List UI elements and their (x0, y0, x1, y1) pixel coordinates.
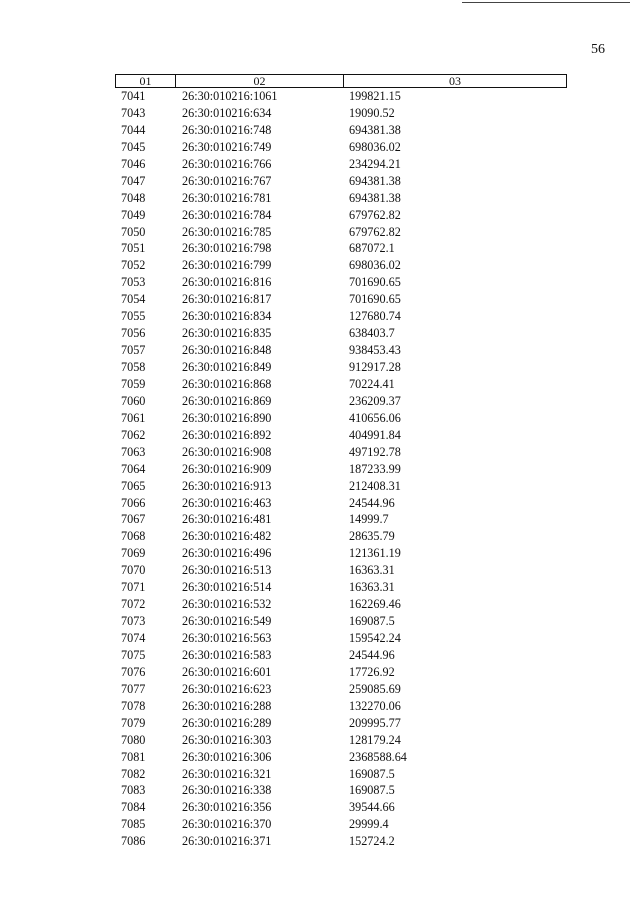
column-header-02: 02 (176, 75, 344, 87)
cell-cadastral-id: 26:30:010216:288 (182, 698, 272, 713)
cell-number: 7053 (121, 275, 146, 290)
table-row (115, 596, 567, 613)
cell-cadastral-id: 26:30:010216:784 (182, 207, 272, 222)
cell-value: 687072.1 (349, 241, 395, 256)
cell-value: 127680.74 (349, 309, 401, 324)
cell-cadastral-id: 26:30:010216:848 (182, 343, 272, 358)
cell-cadastral-id: 26:30:010216:766 (182, 156, 272, 171)
cell-value: 187233.99 (349, 461, 401, 476)
table-row (115, 444, 567, 461)
cell-number: 7067 (121, 512, 146, 527)
cell-cadastral-id: 26:30:010216:289 (182, 715, 272, 730)
cell-cadastral-id: 26:30:010216:513 (182, 563, 272, 578)
cell-number: 7074 (121, 631, 146, 645)
cell-cadastral-id: 26:30:010216:834 (182, 309, 272, 324)
cell-value: 128179.24 (349, 732, 401, 747)
cell-number: 7077 (121, 681, 146, 696)
cell-cadastral-id: 26:30:010216:799 (182, 258, 272, 273)
cell-value: 2368588.64 (349, 749, 407, 764)
cell-cadastral-id: 26:30:010216:869 (182, 393, 272, 408)
column-header-01: 01 (116, 75, 176, 87)
cell-number: 7057 (121, 343, 146, 358)
cell-number: 7081 (121, 749, 146, 764)
cell-cadastral-id: 26:30:010216:583 (182, 647, 272, 662)
cell-cadastral-id: 26:30:010216:514 (182, 580, 272, 595)
cell-value: 169087.5 (349, 783, 395, 798)
cell-number: 7055 (121, 309, 146, 324)
cell-number: 7075 (121, 647, 146, 662)
table-row (115, 105, 567, 122)
cell-number: 7050 (121, 224, 146, 239)
cell-value: 694381.38 (349, 190, 401, 205)
cell-cadastral-id: 26:30:010216:749 (182, 139, 272, 154)
cell-value: 152724.2 (349, 834, 395, 849)
cell-cadastral-id: 26:30:010216:321 (182, 766, 272, 781)
data-table (115, 74, 567, 850)
cell-cadastral-id: 26:30:010216:816 (182, 275, 272, 290)
cell-value: 162269.46 (349, 597, 401, 612)
cell-number: 7076 (121, 664, 146, 679)
cell-cadastral-id: 26:30:010216:767 (182, 173, 272, 188)
cell-value: 159542.24 (349, 631, 401, 645)
cell-number: 7048 (121, 190, 146, 205)
table-row (115, 461, 567, 478)
cell-number: 7085 (121, 817, 146, 832)
cell-value: 410656.06 (349, 410, 401, 425)
cell-cadastral-id: 26:30:010216:849 (182, 360, 272, 374)
cell-number: 7069 (121, 546, 146, 561)
cell-number: 7052 (121, 258, 146, 273)
cell-value: 16363.31 (349, 580, 395, 595)
table-row (115, 562, 567, 579)
table-row (115, 156, 567, 173)
cell-number: 7078 (121, 698, 146, 713)
table-row (115, 528, 567, 545)
cell-value: 19090.52 (349, 105, 395, 120)
table-row (115, 630, 567, 647)
cell-value: 701690.65 (349, 292, 401, 307)
table-row (115, 257, 567, 274)
cell-value: 679762.82 (349, 207, 401, 222)
cell-cadastral-id: 26:30:010216:371 (182, 834, 272, 849)
table-row (115, 681, 567, 698)
cell-cadastral-id: 26:30:010216:306 (182, 749, 272, 764)
table-row (115, 833, 567, 850)
table-row (115, 190, 567, 207)
cell-value: 638403.7 (349, 326, 395, 341)
cell-number: 7073 (121, 614, 146, 629)
cell-value: 404991.84 (349, 427, 401, 442)
cell-value: 24544.96 (349, 495, 395, 510)
cell-cadastral-id: 26:30:010216:496 (182, 546, 272, 561)
cell-value: 701690.65 (349, 275, 401, 290)
cell-cadastral-id: 26:30:010216:532 (182, 597, 272, 612)
table-row (115, 579, 567, 596)
table-row (115, 664, 567, 681)
table-row (115, 732, 567, 749)
page-number: 56 (591, 42, 605, 57)
cell-number: 7051 (121, 241, 146, 256)
cell-cadastral-id: 26:30:010216:549 (182, 614, 272, 629)
table-body (115, 88, 567, 850)
table-row (115, 698, 567, 715)
cell-value: 17726.92 (349, 664, 395, 679)
cell-value: 912917.28 (349, 360, 401, 374)
cell-cadastral-id: 26:30:010216:370 (182, 817, 272, 832)
cell-number: 7054 (121, 292, 146, 307)
cell-number: 7061 (121, 410, 146, 425)
cell-number: 7045 (121, 139, 146, 154)
cell-cadastral-id: 26:30:010216:563 (182, 631, 272, 645)
table-row (115, 359, 567, 376)
cell-cadastral-id: 26:30:010216:303 (182, 732, 272, 747)
cell-number: 7059 (121, 376, 146, 391)
cell-value: 698036.02 (349, 139, 401, 154)
column-header-03: 03 (449, 74, 461, 88)
cell-number: 7049 (121, 207, 146, 222)
cell-value: 169087.5 (349, 614, 395, 629)
cell-number: 7080 (121, 732, 146, 747)
table-row (115, 816, 567, 833)
table-row (115, 325, 567, 342)
cell-value: 212408.31 (349, 478, 401, 493)
cell-cadastral-id: 26:30:010216:338 (182, 783, 272, 798)
cell-cadastral-id: 26:30:010216:1061 (182, 89, 278, 103)
table-row (115, 291, 567, 308)
cell-cadastral-id: 26:30:010216:748 (182, 122, 272, 137)
cell-cadastral-id: 26:30:010216:481 (182, 512, 272, 527)
cell-cadastral-id: 26:30:010216:601 (182, 664, 272, 679)
cell-cadastral-id: 26:30:010216:890 (182, 410, 272, 425)
table-row (115, 240, 567, 257)
cell-cadastral-id: 26:30:010216:634 (182, 105, 272, 120)
table-row (115, 88, 567, 105)
cell-number: 7060 (121, 393, 146, 408)
table-row (115, 495, 567, 512)
cell-number: 7079 (121, 715, 146, 730)
cell-number: 7064 (121, 461, 146, 476)
cell-value: 938453.43 (349, 343, 401, 358)
cell-value: 16363.31 (349, 563, 395, 578)
table-row (115, 393, 567, 410)
table-row (115, 511, 567, 528)
cell-value: 497192.78 (349, 444, 401, 459)
cell-value: 169087.5 (349, 766, 395, 781)
cell-value: 29999.4 (349, 817, 389, 832)
cell-number: 7065 (121, 478, 146, 493)
cell-value: 70224.41 (349, 376, 395, 391)
cell-value: 14999.7 (349, 512, 389, 527)
cell-value: 236209.37 (349, 393, 401, 408)
cell-value: 259085.69 (349, 681, 401, 696)
table-row (115, 410, 567, 427)
cell-number: 7072 (121, 597, 146, 612)
cell-cadastral-id: 26:30:010216:817 (182, 292, 272, 307)
cell-value: 132270.06 (349, 698, 401, 713)
cell-cadastral-id: 26:30:010216:356 (182, 800, 272, 815)
cell-value: 234294.21 (349, 156, 401, 171)
table-row (115, 207, 567, 224)
table-row (115, 274, 567, 291)
cell-number: 7041 (121, 89, 146, 103)
table-row (115, 224, 567, 241)
cell-value: 121361.19 (349, 546, 401, 561)
cell-cadastral-id: 26:30:010216:781 (182, 190, 272, 205)
table-row (115, 478, 567, 495)
cell-value: 28635.79 (349, 529, 395, 544)
cell-value: 679762.82 (349, 224, 401, 239)
cell-cadastral-id: 26:30:010216:785 (182, 224, 272, 239)
cell-cadastral-id: 26:30:010216:909 (182, 461, 272, 476)
cell-cadastral-id: 26:30:010216:798 (182, 241, 272, 256)
cell-number: 7043 (121, 105, 146, 120)
cell-cadastral-id: 26:30:010216:835 (182, 326, 272, 341)
cell-cadastral-id: 26:30:010216:868 (182, 376, 272, 391)
top-rule (462, 2, 630, 3)
cell-value: 694381.38 (349, 122, 401, 137)
cell-number: 7047 (121, 173, 146, 188)
cell-number: 7068 (121, 529, 146, 544)
cell-value: 39544.66 (349, 800, 395, 815)
cell-number: 7046 (121, 156, 146, 171)
table-row (115, 342, 567, 359)
table-row (115, 173, 567, 190)
cell-number: 7056 (121, 326, 146, 341)
cell-number: 7058 (121, 360, 146, 374)
cell-value: 24544.96 (349, 647, 395, 662)
cell-number: 7071 (121, 580, 146, 595)
table-row (115, 122, 567, 139)
cell-number: 7066 (121, 495, 146, 510)
cell-number: 7083 (121, 783, 146, 798)
cell-cadastral-id: 26:30:010216:908 (182, 444, 272, 459)
table-row (115, 308, 567, 325)
cell-cadastral-id: 26:30:010216:892 (182, 427, 272, 442)
cell-value: 694381.38 (349, 173, 401, 188)
cell-value: 698036.02 (349, 258, 401, 273)
cell-cadastral-id: 26:30:010216:623 (182, 681, 272, 696)
table-row (115, 613, 567, 630)
cell-number: 7044 (121, 122, 146, 137)
table-row (115, 715, 567, 732)
table-header (115, 74, 567, 88)
table-row (115, 799, 567, 816)
cell-number: 7062 (121, 427, 146, 442)
table-row (115, 139, 567, 156)
cell-cadastral-id: 26:30:010216:913 (182, 478, 272, 493)
table-row (115, 427, 567, 444)
table-row (115, 766, 567, 783)
cell-cadastral-id: 26:30:010216:463 (182, 495, 272, 510)
cell-value: 199821.15 (349, 89, 401, 103)
cell-number: 7063 (121, 444, 146, 459)
table-row (115, 376, 567, 393)
cell-number: 7070 (121, 563, 146, 578)
cell-number: 7082 (121, 766, 146, 781)
cell-cadastral-id: 26:30:010216:482 (182, 529, 272, 544)
table-row (115, 782, 567, 799)
table-row (115, 749, 567, 766)
cell-value: 209995.77 (349, 715, 401, 730)
cell-number: 7084 (121, 800, 146, 815)
table-row (115, 545, 567, 562)
cell-number: 7086 (121, 834, 146, 849)
table-row (115, 647, 567, 664)
